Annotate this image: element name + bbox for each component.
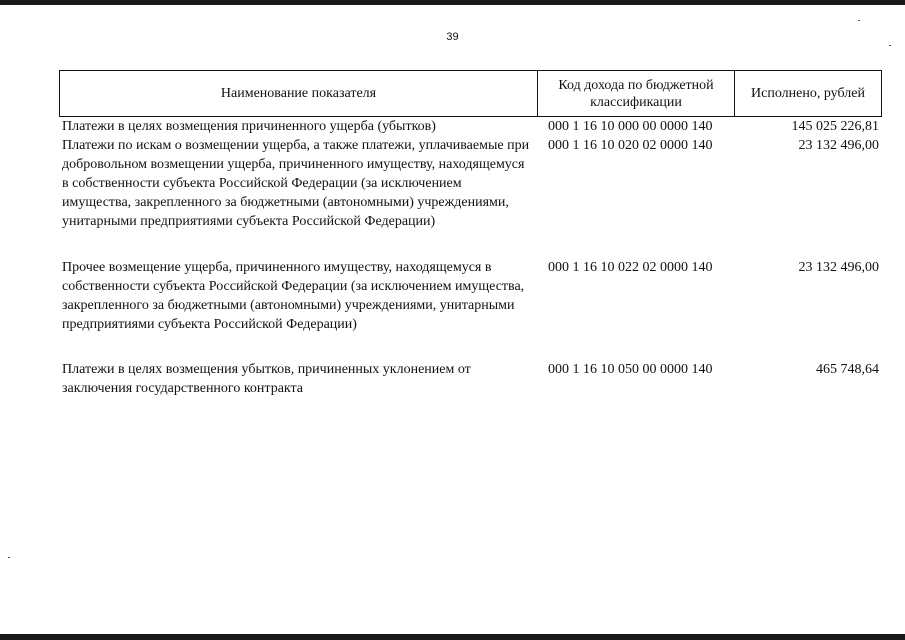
row-budget-code: 000 1 16 10 000 00 0000 140 [548,119,713,134]
header-executed-rubles: Исполнено, рублей [734,71,881,116]
scan-speck [889,45,891,46]
scan-speck [8,557,10,558]
row-executed-amount: 145 025 226,81 [791,119,879,134]
header-budget-code: Код дохода по бюджетной классификации [537,71,734,116]
row-indicator-name: Платежи в целях возмещения убытков, причиненных уклонением от заключения государственного контракта [62,362,471,396]
row-executed-amount: 23 132 496,00 [798,260,879,275]
row-indicator-name: Платежи по искам о возмещении ущерба, а также платежи, уплачиваемые при добровольном возмещении ущерба, причиненного имуществу, находящемуся в собственности субъекта Российской Федерации (за исключением имущества, закрепленного за бюджетными (автономными) учреждениями, унитарными предприятиями субъекта Российской Федерации) [62,138,530,229]
row-indicator-name: Прочее возмещение ущерба, причиненного имуществу, находящемуся в собственности субъекта Российской Федерации (за исключением имущества, закрепленного за бюджетными (автономными) учреждениями, унитарными предприятиями субъекта Российской Федерации) [62,260,525,332]
row-budget-code: 000 1 16 10 022 02 0000 140 [548,260,713,275]
scan-speck [858,20,860,21]
top-border-rule [0,0,905,5]
bottom-border-rule [0,634,905,640]
row-budget-code: 000 1 16 10 050 00 0000 140 [548,362,713,377]
page-number: 39 [446,31,459,43]
row-indicator-name: Платежи в целях возмещения причиненного ущерба (убытков) [62,119,436,134]
row-executed-amount: 23 132 496,00 [798,138,879,153]
table-header [59,70,882,117]
row-budget-code: 000 1 16 10 020 02 0000 140 [548,138,713,153]
header-indicator-name: Наименование показателя [220,86,377,101]
row-executed-amount: 465 748,64 [816,362,879,377]
